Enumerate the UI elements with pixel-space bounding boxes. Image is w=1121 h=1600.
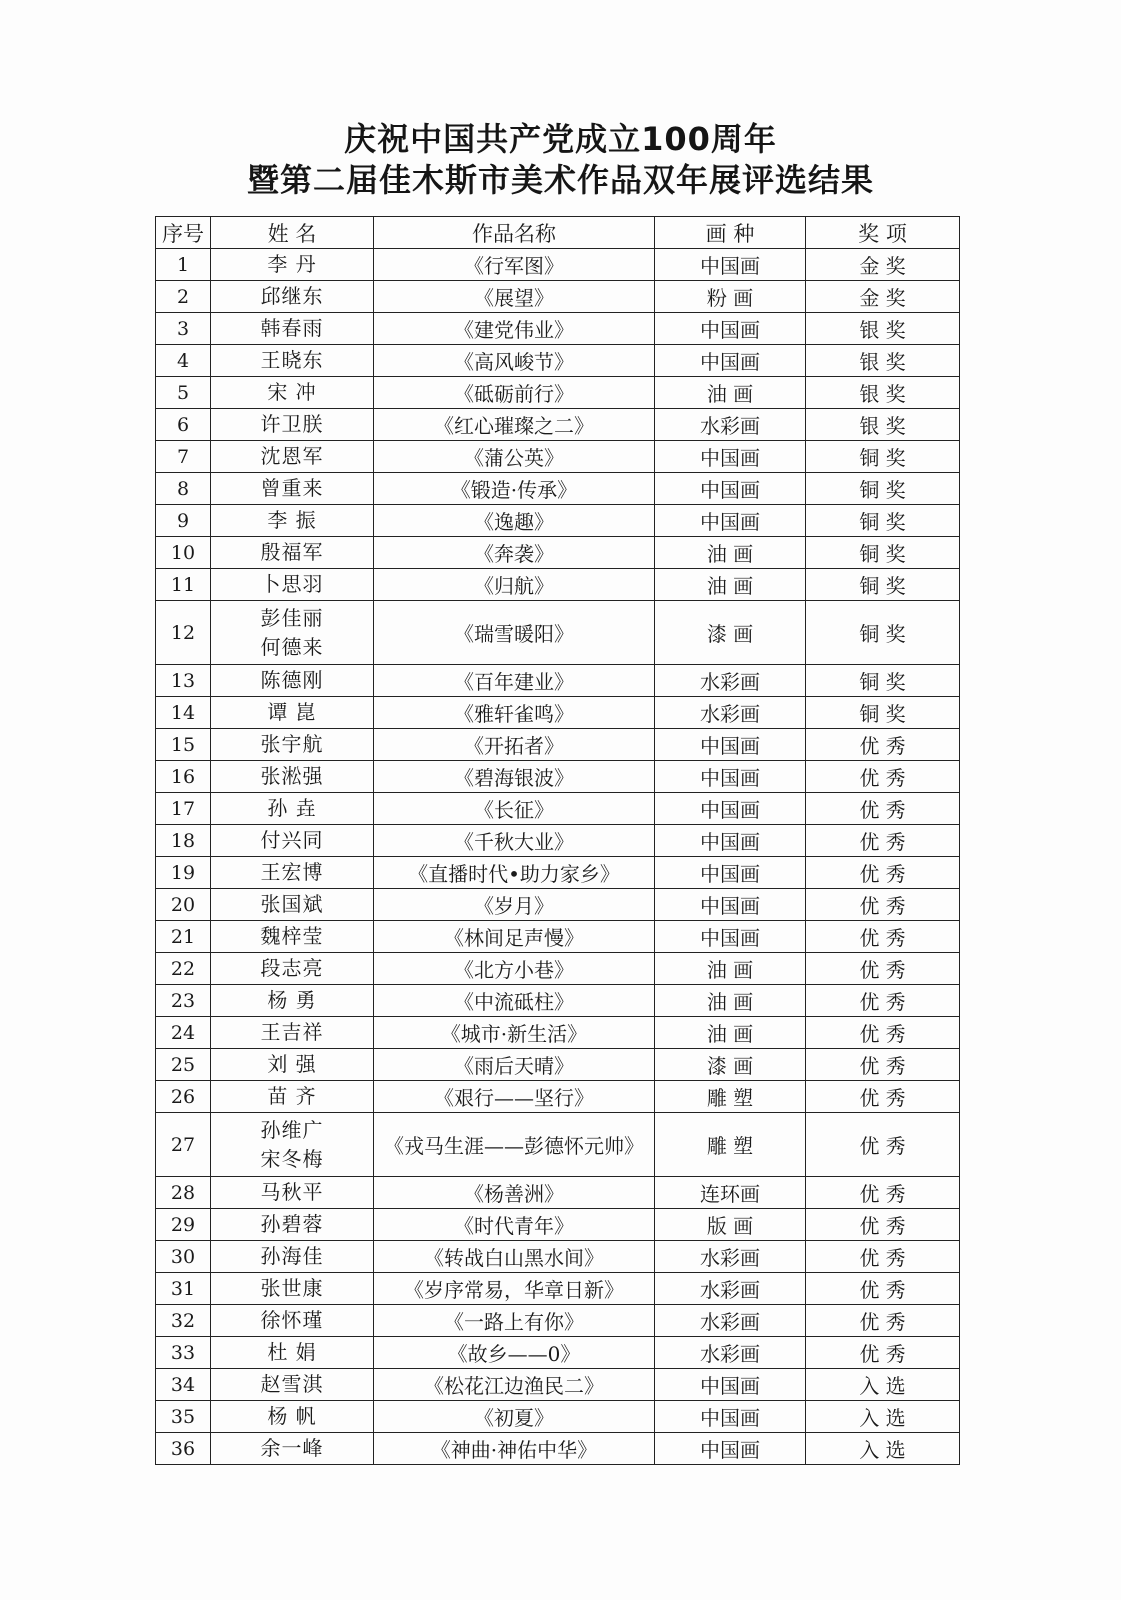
table-row — [156, 921, 960, 953]
cell-type: 水彩画 — [655, 665, 806, 697]
cell-type: 水彩画 — [655, 697, 806, 729]
header-seq: 序号 — [156, 217, 211, 249]
cell-seq: 17 — [156, 793, 211, 825]
artist-name: 杜 娟 — [267, 1340, 317, 1364]
artist-name: 张淞强 — [260, 764, 324, 788]
cell-work: 《中流砥柱》 — [374, 985, 655, 1017]
cell-name — [211, 505, 374, 537]
cell-type: 中国画 — [655, 761, 806, 793]
cell-name — [211, 1113, 374, 1177]
table-row — [156, 953, 960, 985]
cell-award: 入 选 — [806, 1369, 960, 1401]
cell-type: 中国画 — [655, 889, 806, 921]
cell-award: 优 秀 — [806, 1113, 960, 1177]
cell-seq: 20 — [156, 889, 211, 921]
cell-type: 漆 画 — [655, 1049, 806, 1081]
table-row — [156, 345, 960, 377]
cell-type: 水彩画 — [655, 409, 806, 441]
artist-name: 魏梓莹 — [260, 924, 324, 948]
cell-name — [211, 729, 374, 761]
cell-seq: 22 — [156, 953, 211, 985]
cell-type: 中国画 — [655, 921, 806, 953]
artist-name: 孙 垚 — [267, 796, 317, 820]
table-row — [156, 1209, 960, 1241]
table-row — [156, 825, 960, 857]
cell-name — [211, 1049, 374, 1081]
artist-name: 宋冬梅 — [260, 1146, 324, 1171]
cell-work: 《红心璀璨之二》 — [374, 409, 655, 441]
artist-name: 张宇航 — [260, 732, 324, 756]
table-row — [156, 1017, 960, 1049]
header-name: 姓 名 — [211, 217, 374, 249]
cell-seq: 32 — [156, 1305, 211, 1337]
cell-work: 《一路上有你》 — [374, 1305, 655, 1337]
cell-seq: 13 — [156, 665, 211, 697]
table-row — [156, 1241, 960, 1273]
cell-award: 优 秀 — [806, 761, 960, 793]
cell-award: 优 秀 — [806, 793, 960, 825]
cell-type: 中国画 — [655, 505, 806, 537]
table-row — [156, 857, 960, 889]
header-row — [156, 217, 960, 249]
table-row — [156, 441, 960, 473]
cell-award: 铜 奖 — [806, 569, 960, 601]
cell-award: 铜 奖 — [806, 473, 960, 505]
cell-seq: 27 — [156, 1113, 211, 1177]
cell-seq: 10 — [156, 537, 211, 569]
cell-award: 铜 奖 — [806, 665, 960, 697]
title-line-1: 庆祝中国共产党成立100周年 — [344, 120, 777, 158]
cell-name — [211, 857, 374, 889]
artist-name: 付兴同 — [260, 828, 324, 852]
artist-name: 何德来 — [260, 634, 324, 659]
cell-work: 《神曲·神佑中华》 — [374, 1433, 655, 1465]
cell-work: 《城市·新生活》 — [374, 1017, 655, 1049]
cell-award: 优 秀 — [806, 857, 960, 889]
cell-work: 《艰行——坚行》 — [374, 1081, 655, 1113]
cell-seq: 1 — [156, 249, 211, 281]
cell-type: 中国画 — [655, 1433, 806, 1465]
cell-seq: 18 — [156, 825, 211, 857]
cell-work: 《砥砺前行》 — [374, 377, 655, 409]
cell-work: 《瑞雪暖阳》 — [374, 601, 655, 665]
artist-name: 殷福军 — [260, 540, 324, 564]
cell-seq: 9 — [156, 505, 211, 537]
artist-name: 徐怀瑾 — [260, 1308, 324, 1332]
cell-work: 《杨善洲》 — [374, 1177, 655, 1209]
cell-name — [211, 985, 374, 1017]
cell-award: 金 奖 — [806, 249, 960, 281]
table-row — [156, 1113, 960, 1177]
artist-name: 杨 勇 — [267, 988, 317, 1012]
cell-seq: 8 — [156, 473, 211, 505]
cell-work: 《锻造·传承》 — [374, 473, 655, 505]
cell-work: 《逸趣》 — [374, 505, 655, 537]
cell-name — [211, 409, 374, 441]
cell-work: 《直播时代•助力家乡》 — [374, 857, 655, 889]
cell-type: 中国画 — [655, 793, 806, 825]
cell-name — [211, 697, 374, 729]
cell-work: 《展望》 — [374, 281, 655, 313]
cell-seq: 31 — [156, 1273, 211, 1305]
cell-award: 优 秀 — [806, 1273, 960, 1305]
artist-name: 王吉祥 — [260, 1020, 324, 1044]
table-row — [156, 1081, 960, 1113]
table-row — [156, 281, 960, 313]
cell-award: 优 秀 — [806, 921, 960, 953]
artist-name: 王宏博 — [260, 860, 324, 884]
cell-name — [211, 377, 374, 409]
cell-type: 中国画 — [655, 313, 806, 345]
artist-name: 陈德刚 — [260, 668, 324, 692]
artist-name: 孙海佳 — [260, 1244, 324, 1268]
cell-award: 优 秀 — [806, 729, 960, 761]
cell-name — [211, 889, 374, 921]
cell-name — [211, 249, 374, 281]
cell-type: 雕 塑 — [655, 1113, 806, 1177]
cell-seq: 34 — [156, 1369, 211, 1401]
cell-name — [211, 761, 374, 793]
cell-award: 铜 奖 — [806, 537, 960, 569]
cell-work: 《行军图》 — [374, 249, 655, 281]
cell-award: 铜 奖 — [806, 601, 960, 665]
cell-name — [211, 1177, 374, 1209]
artist-name: 孙碧蓉 — [260, 1212, 324, 1236]
cell-type: 漆 画 — [655, 601, 806, 665]
table-row — [156, 665, 960, 697]
cell-award: 优 秀 — [806, 1049, 960, 1081]
cell-award: 优 秀 — [806, 889, 960, 921]
table-row — [156, 1369, 960, 1401]
cell-name — [211, 1369, 374, 1401]
artist-name: 余一峰 — [260, 1436, 324, 1460]
cell-award: 优 秀 — [806, 985, 960, 1017]
artist-name: 李 丹 — [267, 252, 317, 276]
cell-name — [211, 825, 374, 857]
table-row — [156, 1177, 960, 1209]
table-row — [156, 569, 960, 601]
cell-award: 优 秀 — [806, 1337, 960, 1369]
table-row — [156, 313, 960, 345]
cell-type: 油 画 — [655, 1017, 806, 1049]
cell-award: 优 秀 — [806, 1241, 960, 1273]
cell-seq: 21 — [156, 921, 211, 953]
artist-name: 宋 冲 — [267, 380, 317, 404]
table-row — [156, 537, 960, 569]
cell-name — [211, 313, 374, 345]
cell-seq: 33 — [156, 1337, 211, 1369]
cell-work: 《百年建业》 — [374, 665, 655, 697]
cell-award: 入 选 — [806, 1401, 960, 1433]
cell-seq: 2 — [156, 281, 211, 313]
cell-award: 优 秀 — [806, 953, 960, 985]
artist-name: 马秋平 — [260, 1180, 324, 1204]
artist-name: 赵雪淇 — [260, 1372, 324, 1396]
cell-work: 《千秋大业》 — [374, 825, 655, 857]
cell-name — [211, 601, 374, 665]
artist-name: 张国斌 — [260, 892, 324, 916]
cell-work: 《松花江边渔民二》 — [374, 1369, 655, 1401]
artist-name: 刘 强 — [267, 1052, 317, 1076]
results-table — [155, 216, 960, 1465]
cell-seq: 28 — [156, 1177, 211, 1209]
table-row — [156, 985, 960, 1017]
cell-type: 版 画 — [655, 1209, 806, 1241]
artist-name: 曾重来 — [260, 476, 324, 500]
artist-name: 许卫朕 — [260, 412, 324, 436]
cell-work: 《岁月》 — [374, 889, 655, 921]
table-row — [156, 409, 960, 441]
cell-work: 《开拓者》 — [374, 729, 655, 761]
table-row — [156, 1433, 960, 1465]
cell-work: 《高风峻节》 — [374, 345, 655, 377]
cell-seq: 11 — [156, 569, 211, 601]
cell-type: 中国画 — [655, 345, 806, 377]
cell-type: 中国画 — [655, 825, 806, 857]
cell-name — [211, 1273, 374, 1305]
cell-seq: 7 — [156, 441, 211, 473]
cell-type: 中国画 — [655, 857, 806, 889]
cell-name — [211, 1433, 374, 1465]
cell-seq: 35 — [156, 1401, 211, 1433]
cell-award: 金 奖 — [806, 281, 960, 313]
cell-work: 《蒲公英》 — [374, 441, 655, 473]
cell-seq: 30 — [156, 1241, 211, 1273]
cell-work: 《雅轩雀鸣》 — [374, 697, 655, 729]
cell-award: 银 奖 — [806, 313, 960, 345]
results-body — [156, 249, 960, 1465]
cell-work: 《归航》 — [374, 569, 655, 601]
cell-name — [211, 441, 374, 473]
cell-name — [211, 1017, 374, 1049]
cell-award: 入 选 — [806, 1433, 960, 1465]
cell-type: 中国画 — [655, 1401, 806, 1433]
header-work: 作品名称 — [374, 217, 655, 249]
cell-award: 优 秀 — [806, 825, 960, 857]
cell-work: 《林间足声慢》 — [374, 921, 655, 953]
cell-work: 《故乡——0》 — [374, 1337, 655, 1369]
cell-name — [211, 1401, 374, 1433]
cell-name — [211, 1209, 374, 1241]
cell-seq: 14 — [156, 697, 211, 729]
cell-award: 优 秀 — [806, 1081, 960, 1113]
cell-seq: 26 — [156, 1081, 211, 1113]
cell-work: 《北方小巷》 — [374, 953, 655, 985]
artist-name: 李 振 — [267, 508, 317, 532]
cell-name — [211, 1337, 374, 1369]
cell-type: 油 画 — [655, 377, 806, 409]
cell-name — [211, 953, 374, 985]
artist-name: 杨 帆 — [267, 1404, 317, 1428]
cell-work: 《碧海银波》 — [374, 761, 655, 793]
cell-award: 铜 奖 — [806, 697, 960, 729]
cell-name — [211, 345, 374, 377]
cell-name — [211, 537, 374, 569]
artist-name: 卜思羽 — [260, 572, 324, 596]
cell-work: 《转战白山黑水间》 — [374, 1241, 655, 1273]
cell-seq: 15 — [156, 729, 211, 761]
artist-name: 沈恩军 — [260, 444, 324, 468]
table-row — [156, 1401, 960, 1433]
cell-type: 中国画 — [655, 441, 806, 473]
artist-name: 孙维广 — [260, 1117, 324, 1142]
cell-type: 水彩画 — [655, 1305, 806, 1337]
cell-name — [211, 473, 374, 505]
cell-name — [211, 1081, 374, 1113]
table-row — [156, 1305, 960, 1337]
artist-name: 彭佳丽 — [260, 605, 324, 630]
artist-name: 张世康 — [260, 1276, 324, 1300]
cell-seq: 19 — [156, 857, 211, 889]
artist-name: 苗 齐 — [267, 1084, 317, 1108]
cell-name — [211, 793, 374, 825]
cell-type: 中国画 — [655, 729, 806, 761]
artist-name: 邱继东 — [260, 284, 324, 308]
cell-seq: 36 — [156, 1433, 211, 1465]
cell-seq: 24 — [156, 1017, 211, 1049]
cell-work: 《长征》 — [374, 793, 655, 825]
table-row — [156, 601, 960, 665]
cell-seq: 6 — [156, 409, 211, 441]
cell-type: 油 画 — [655, 985, 806, 1017]
cell-type: 油 画 — [655, 569, 806, 601]
table-row — [156, 249, 960, 281]
cell-seq: 23 — [156, 985, 211, 1017]
cell-award: 银 奖 — [806, 345, 960, 377]
cell-work: 《戎马生涯——彭德怀元帅》 — [374, 1113, 655, 1177]
cell-award: 优 秀 — [806, 1305, 960, 1337]
cell-seq: 12 — [156, 601, 211, 665]
cell-type: 油 画 — [655, 953, 806, 985]
cell-award: 优 秀 — [806, 1017, 960, 1049]
cell-seq: 5 — [156, 377, 211, 409]
header-award: 奖 项 — [806, 217, 960, 249]
header-type: 画 种 — [655, 217, 806, 249]
artist-name: 韩春雨 — [260, 316, 324, 340]
cell-name — [211, 281, 374, 313]
cell-work: 《岁序常易，华章日新》 — [374, 1273, 655, 1305]
cell-seq: 16 — [156, 761, 211, 793]
cell-work: 《奔袭》 — [374, 537, 655, 569]
cell-type: 粉 画 — [655, 281, 806, 313]
table-row — [156, 377, 960, 409]
cell-name — [211, 1241, 374, 1273]
table-row — [156, 793, 960, 825]
cell-type: 水彩画 — [655, 1241, 806, 1273]
cell-type: 水彩画 — [655, 1337, 806, 1369]
cell-work: 《建党伟业》 — [374, 313, 655, 345]
table-row — [156, 889, 960, 921]
cell-type: 连环画 — [655, 1177, 806, 1209]
cell-type: 雕 塑 — [655, 1081, 806, 1113]
cell-seq: 29 — [156, 1209, 211, 1241]
cell-seq: 3 — [156, 313, 211, 345]
cell-type: 水彩画 — [655, 1273, 806, 1305]
cell-name — [211, 1305, 374, 1337]
table-row — [156, 761, 960, 793]
cell-seq: 4 — [156, 345, 211, 377]
table-row — [156, 473, 960, 505]
table-row — [156, 1049, 960, 1081]
cell-award: 银 奖 — [806, 409, 960, 441]
cell-name — [211, 569, 374, 601]
cell-work: 《时代青年》 — [374, 1209, 655, 1241]
cell-award: 铜 奖 — [806, 441, 960, 473]
cell-award: 优 秀 — [806, 1209, 960, 1241]
table-row — [156, 505, 960, 537]
table-row — [156, 729, 960, 761]
artist-name: 段志亮 — [260, 956, 324, 980]
cell-award: 银 奖 — [806, 377, 960, 409]
cell-type: 中国画 — [655, 249, 806, 281]
cell-name — [211, 665, 374, 697]
cell-award: 优 秀 — [806, 1177, 960, 1209]
table-row — [156, 697, 960, 729]
cell-work: 《雨后天晴》 — [374, 1049, 655, 1081]
cell-award: 铜 奖 — [806, 505, 960, 537]
cell-work: 《初夏》 — [374, 1401, 655, 1433]
title-line-2: 暨第二届佳木斯市美术作品双年展评选结果 — [246, 161, 874, 199]
cell-name — [211, 921, 374, 953]
cell-seq: 25 — [156, 1049, 211, 1081]
cell-type: 中国画 — [655, 1369, 806, 1401]
artist-name: 谭 崑 — [267, 700, 317, 724]
table-row — [156, 1273, 960, 1305]
table-row — [156, 1337, 960, 1369]
cell-type: 中国画 — [655, 473, 806, 505]
cell-type: 油 画 — [655, 537, 806, 569]
artist-name: 王晓东 — [260, 348, 324, 372]
